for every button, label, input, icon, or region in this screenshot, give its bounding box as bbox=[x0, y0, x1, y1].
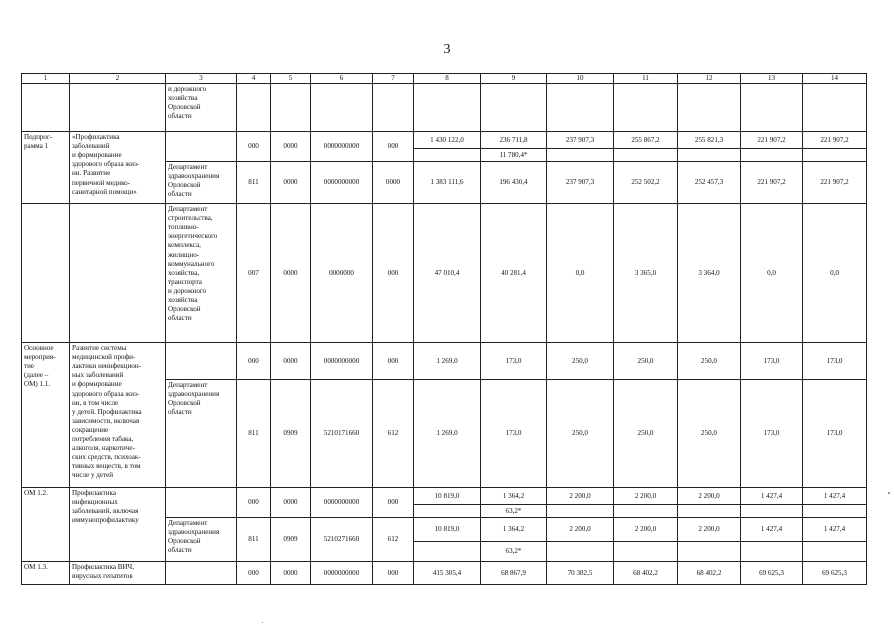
year-3-cell: 3 365,0 bbox=[614, 204, 678, 343]
year-4-cell: 252 457,3 bbox=[678, 162, 741, 204]
column-header-2: 2 bbox=[70, 74, 166, 84]
empty-cell bbox=[803, 505, 867, 518]
target-article-cell: 0000000 bbox=[311, 204, 373, 343]
year-2-cell: 250,0 bbox=[547, 343, 614, 380]
year-2-cell: 70 382,5 bbox=[547, 562, 614, 585]
responsible-executor-cell: Департамент здравоохранения Орловской области bbox=[166, 162, 237, 204]
table-row bbox=[22, 562, 867, 585]
code-section-cell bbox=[271, 84, 311, 132]
target-article-cell: 0000000000 bbox=[311, 343, 373, 380]
expense-type-cell: 612 bbox=[373, 518, 414, 562]
year-6-cell: 0,0 bbox=[803, 204, 867, 343]
total-cell: 1 269,0 bbox=[414, 380, 481, 488]
target-article-cell: 0000000000 bbox=[311, 162, 373, 204]
code-grbs-cell: 007 bbox=[237, 204, 271, 343]
year-6-cell: 1 427,4 bbox=[803, 518, 867, 542]
year-6-cell: 173,0 bbox=[803, 343, 867, 380]
empty-cell bbox=[741, 505, 803, 518]
code-grbs-cell: 000 bbox=[237, 488, 271, 518]
empty-cell bbox=[614, 542, 678, 562]
year-1-cell: 173,0 bbox=[481, 380, 547, 488]
empty-cell bbox=[414, 505, 481, 518]
responsible-executor-cell: Департамент здравоохранения Орловской области bbox=[166, 380, 237, 488]
empty-cell bbox=[614, 505, 678, 518]
code-section-cell: 0000 bbox=[271, 343, 311, 380]
year-1-cell: 196 430,4 bbox=[481, 162, 547, 204]
footnote-value: 11 780,4* bbox=[481, 149, 547, 162]
empty-cell bbox=[614, 149, 678, 162]
year-2-cell: 250,0 bbox=[547, 380, 614, 488]
year-3-cell: 250,0 bbox=[614, 343, 678, 380]
column-header-4: 4 bbox=[237, 74, 271, 84]
program-cell bbox=[22, 204, 70, 343]
empty-cell bbox=[678, 149, 741, 162]
activity-cell bbox=[70, 84, 166, 132]
empty-cell bbox=[547, 542, 614, 562]
column-header-10: 10 bbox=[547, 74, 614, 84]
responsible-executor-cell: и дорожного хозяйства Орловской области bbox=[166, 84, 237, 132]
year-5-cell: 221 907,2 bbox=[741, 132, 803, 149]
total-cell: 10 819,0 bbox=[414, 488, 481, 505]
column-header-1: 1 bbox=[22, 74, 70, 84]
year-2-cell bbox=[547, 84, 614, 132]
code-section-cell: 0909 bbox=[271, 518, 311, 562]
empty-cell bbox=[741, 149, 803, 162]
empty-cell bbox=[547, 149, 614, 162]
program-cell: Подпрог- рамма 1 bbox=[22, 132, 70, 204]
empty-cell bbox=[414, 542, 481, 562]
total-cell bbox=[414, 84, 481, 132]
empty-cell bbox=[678, 505, 741, 518]
column-header-7: 7 bbox=[373, 74, 414, 84]
budget-table bbox=[21, 73, 867, 585]
column-header-14: 14 bbox=[803, 74, 867, 84]
target-article-cell: 0000000000 bbox=[311, 488, 373, 518]
code-section-cell: 0000 bbox=[271, 204, 311, 343]
target-article-cell: 5210171660 bbox=[311, 380, 373, 488]
code-grbs-cell bbox=[237, 84, 271, 132]
year-5-cell: 1 427,4 bbox=[741, 488, 803, 505]
program-cell bbox=[22, 84, 70, 132]
year-6-cell: 221 907,2 bbox=[803, 132, 867, 149]
target-article-cell: 0000000000 bbox=[311, 562, 373, 585]
column-header-13: 13 bbox=[741, 74, 803, 84]
responsible-executor-cell: Департамент здравоохранения Орловской области bbox=[166, 518, 237, 562]
code-section-cell: 0000 bbox=[271, 162, 311, 204]
year-1-cell: 40 281,4 bbox=[481, 204, 547, 343]
year-3-cell: 255 867,2 bbox=[614, 132, 678, 149]
year-5-cell: 69 625,3 bbox=[741, 562, 803, 585]
year-2-cell: 0,0 bbox=[547, 204, 614, 343]
table-row bbox=[22, 132, 867, 149]
year-3-cell: 252 502,2 bbox=[614, 162, 678, 204]
year-5-cell: 1 427,4 bbox=[741, 518, 803, 542]
page-edge-mark bbox=[888, 492, 890, 494]
code-grbs-cell: 000 bbox=[237, 562, 271, 585]
responsible-executor-cell bbox=[166, 132, 237, 162]
year-4-cell bbox=[678, 84, 741, 132]
expense-type-cell bbox=[373, 84, 414, 132]
program-cell: Основное мероприя- тие (далее – ОМ) 1.1. bbox=[22, 343, 70, 488]
expense-type-cell: 000 bbox=[373, 132, 414, 162]
year-1-cell: 173,0 bbox=[481, 343, 547, 380]
year-4-cell: 2 200,0 bbox=[678, 488, 741, 505]
code-section-cell: 0909 bbox=[271, 380, 311, 488]
year-2-cell: 2 200,0 bbox=[547, 518, 614, 542]
year-5-cell: 221 907,2 bbox=[741, 162, 803, 204]
year-6-cell: 69 625,3 bbox=[803, 562, 867, 585]
empty-cell bbox=[547, 505, 614, 518]
year-3-cell: 68 402,2 bbox=[614, 562, 678, 585]
year-5-cell: 173,0 bbox=[741, 380, 803, 488]
year-4-cell: 3 364,0 bbox=[678, 204, 741, 343]
year-3-cell: 2 200,0 bbox=[614, 488, 678, 505]
total-cell: 47 010,4 bbox=[414, 204, 481, 343]
code-grbs-cell: 000 bbox=[237, 343, 271, 380]
program-cell: ОМ 1.3. bbox=[22, 562, 70, 585]
empty-cell bbox=[414, 149, 481, 162]
scan-mark bbox=[262, 622, 263, 623]
code-section-cell: 0000 bbox=[271, 488, 311, 518]
year-4-cell: 255 821,3 bbox=[678, 132, 741, 149]
year-4-cell: 250,0 bbox=[678, 380, 741, 488]
year-5-cell: 0,0 bbox=[741, 204, 803, 343]
responsible-executor-cell: Департамент строительства, топливно- энергетического комплекса, жилищно- коммунального хозяйства, транспорта и дорожного хозяйства Орловской области bbox=[166, 204, 237, 343]
year-2-cell: 237 907,3 bbox=[547, 162, 614, 204]
target-article-cell: 0000000000 bbox=[311, 132, 373, 162]
year-5-cell bbox=[741, 84, 803, 132]
activity-cell bbox=[70, 204, 166, 343]
year-1-cell: 68 867,9 bbox=[481, 562, 547, 585]
total-cell: 10 819,0 bbox=[414, 518, 481, 542]
year-2-cell: 237 907,3 bbox=[547, 132, 614, 149]
expense-type-cell: 000 bbox=[373, 562, 414, 585]
activity-cell: Профилактика инфекционных заболеваний, включая иммунопрофилактику bbox=[70, 488, 166, 562]
code-grbs-cell: 000 bbox=[237, 132, 271, 162]
footnote-value: 63,2* bbox=[481, 505, 547, 518]
activity-cell: «Профилактика заболеваний и формирование здорового образа жиз- ни. Развитие первичной медико- санитарной помощи» bbox=[70, 132, 166, 204]
column-header-6: 6 bbox=[311, 74, 373, 84]
column-header-8: 8 bbox=[414, 74, 481, 84]
year-1-cell: 236 711,8 bbox=[481, 132, 547, 149]
year-3-cell: 250,0 bbox=[614, 380, 678, 488]
total-cell: 415 305,4 bbox=[414, 562, 481, 585]
year-6-cell: 221 907,2 bbox=[803, 162, 867, 204]
total-cell: 1 383 111,6 bbox=[414, 162, 481, 204]
empty-cell bbox=[803, 149, 867, 162]
expense-type-cell: 612 bbox=[373, 380, 414, 488]
empty-cell bbox=[678, 542, 741, 562]
column-header-12: 12 bbox=[678, 74, 741, 84]
empty-cell bbox=[803, 542, 867, 562]
column-header-9: 9 bbox=[481, 74, 547, 84]
responsible-executor-cell bbox=[166, 488, 237, 518]
total-cell: 1 269,0 bbox=[414, 343, 481, 380]
responsible-executor-cell bbox=[166, 562, 237, 585]
table-row bbox=[22, 488, 867, 505]
year-2-cell: 2 200,0 bbox=[547, 488, 614, 505]
table-header-row bbox=[22, 74, 867, 84]
table-row bbox=[22, 343, 867, 380]
year-4-cell: 2 200,0 bbox=[678, 518, 741, 542]
year-6-cell bbox=[803, 84, 867, 132]
page-number: 3 bbox=[443, 42, 451, 57]
year-1-cell: 1 364,2 bbox=[481, 518, 547, 542]
year-6-cell: 1 427,4 bbox=[803, 488, 867, 505]
year-3-cell bbox=[614, 84, 678, 132]
expense-type-cell: 000 bbox=[373, 343, 414, 380]
responsible-executor-cell bbox=[166, 343, 237, 380]
footnote-value: 63,2* bbox=[481, 542, 547, 562]
expense-type-cell: 000 bbox=[373, 488, 414, 518]
code-grbs-cell: 811 bbox=[237, 162, 271, 204]
year-6-cell: 173,0 bbox=[803, 380, 867, 488]
expense-type-cell: 0000 bbox=[373, 162, 414, 204]
activity-cell: Развитие системы медицинской профи- лактики неинфекцион- ных заболеваний и формирование здорового образа жиз- ни, в том числе у детей. Профилактика зависимости, включая сокращение потребления табака, алкоголя, наркотиче- ских средств, психоак- тивных веществ, в том числе у детей bbox=[70, 343, 166, 488]
column-header-3: 3 bbox=[166, 74, 237, 84]
year-4-cell: 250,0 bbox=[678, 343, 741, 380]
year-5-cell: 173,0 bbox=[741, 343, 803, 380]
empty-cell bbox=[741, 542, 803, 562]
activity-cell: Профилактика ВИЧ, вирусных гепатитов bbox=[70, 562, 166, 585]
total-cell: 1 430 122,0 bbox=[414, 132, 481, 149]
expense-type-cell: 000 bbox=[373, 204, 414, 343]
code-grbs-cell: 811 bbox=[237, 380, 271, 488]
year-3-cell: 2 200,0 bbox=[614, 518, 678, 542]
table-row bbox=[22, 204, 867, 343]
code-grbs-cell: 811 bbox=[237, 518, 271, 562]
table-row bbox=[22, 84, 867, 132]
target-article-cell: 5210271660 bbox=[311, 518, 373, 562]
column-header-11: 11 bbox=[614, 74, 678, 84]
code-section-cell: 0000 bbox=[271, 132, 311, 162]
column-header-5: 5 bbox=[271, 74, 311, 84]
target-article-cell bbox=[311, 84, 373, 132]
code-section-cell: 0000 bbox=[271, 562, 311, 585]
year-1-cell: 1 364,2 bbox=[481, 488, 547, 505]
year-4-cell: 68 402,2 bbox=[678, 562, 741, 585]
year-1-cell bbox=[481, 84, 547, 132]
program-cell: ОМ 1.2. bbox=[22, 488, 70, 562]
